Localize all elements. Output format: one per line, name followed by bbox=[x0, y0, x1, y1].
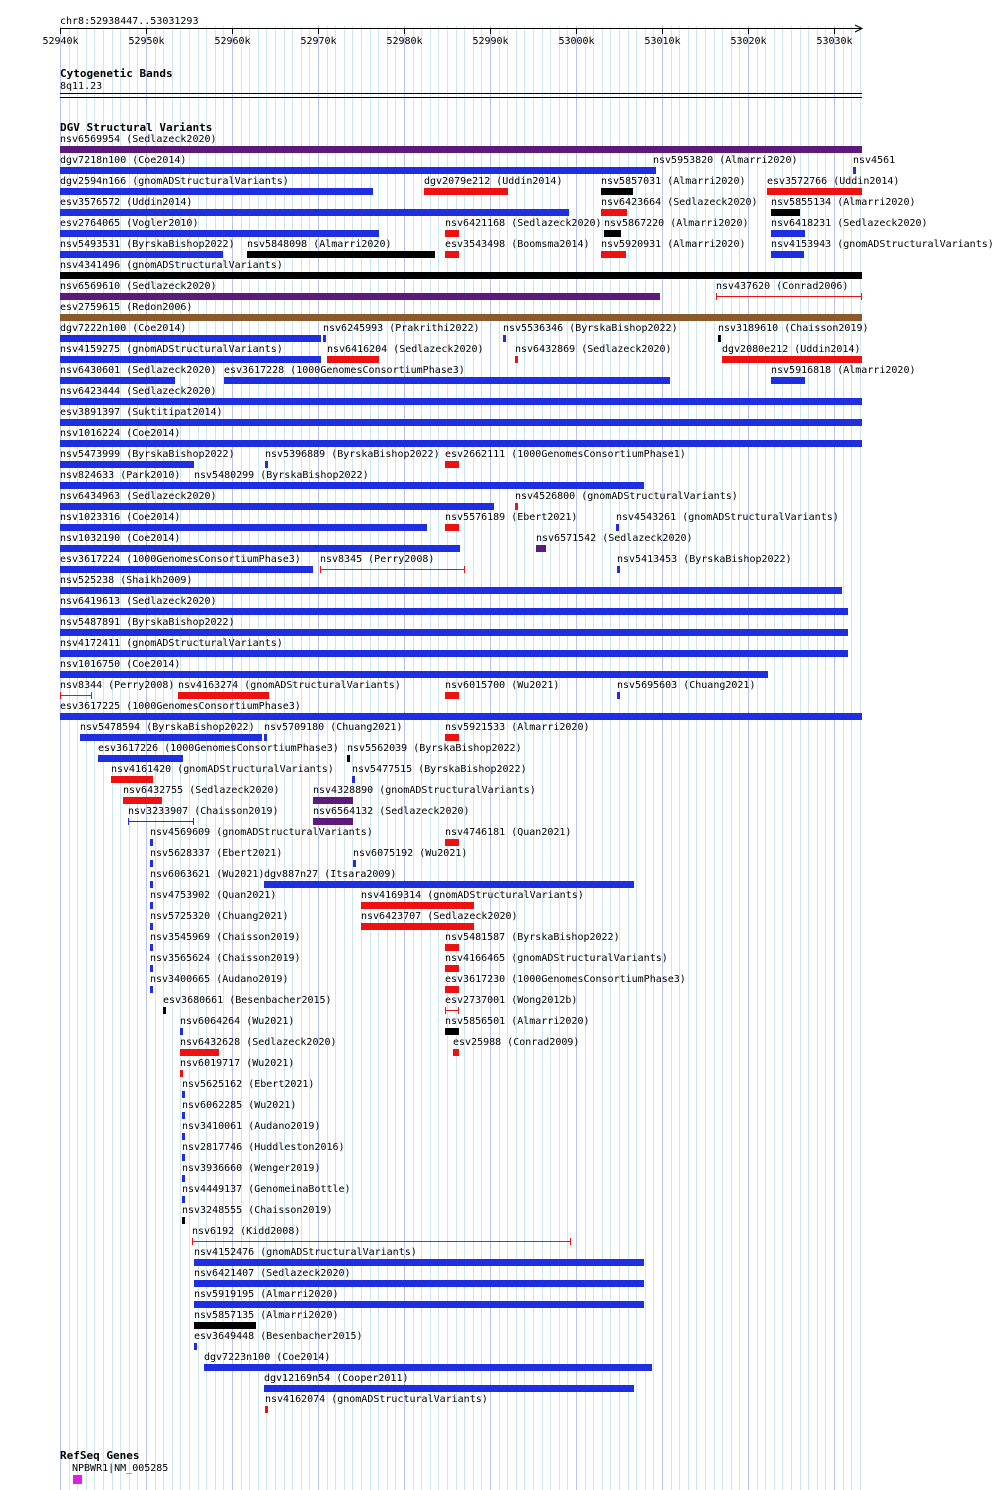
feature-bar[interactable] bbox=[60, 377, 175, 384]
feature-label[interactable]: nsv5481587 (ByrskaBishop2022) bbox=[445, 932, 620, 943]
feature-bar[interactable] bbox=[150, 839, 153, 846]
feature-label[interactable]: nsv4569609 (gnomADStructuralVariants) bbox=[150, 827, 373, 838]
feature-bar[interactable] bbox=[445, 251, 459, 258]
feature-label[interactable]: nsv5576189 (Ebert2021) bbox=[445, 512, 578, 523]
feature-bar[interactable] bbox=[771, 230, 805, 237]
feature-label[interactable]: nsv5919195 (Almarri2020) bbox=[194, 1289, 339, 1300]
feature-label[interactable]: nsv1016224 (Coe2014) bbox=[60, 428, 181, 439]
feature-line-cap bbox=[192, 1238, 193, 1245]
feature-bar[interactable] bbox=[194, 1322, 256, 1329]
feature-label[interactable]: nsv5921533 (Almarri2020) bbox=[445, 722, 590, 733]
feature-label[interactable]: esv3576572 (Uddin2014) bbox=[60, 197, 193, 208]
feature-label[interactable]: nsv6430601 (Sedlazeck2020) bbox=[60, 365, 217, 376]
feature-label[interactable]: nsv6569610 (Sedlazeck2020) bbox=[60, 281, 217, 292]
feature-label[interactable]: esv2737001 (Wong2012b) bbox=[445, 995, 578, 1006]
feature-label[interactable]: nsv4166465 (gnomADStructuralVariants) bbox=[445, 953, 668, 964]
feature-label[interactable]: nsv5487891 (ByrskaBishop2022) bbox=[60, 617, 235, 628]
feature-label[interactable]: nsv6064264 (Wu2021) bbox=[180, 1016, 295, 1027]
feature-bar[interactable] bbox=[361, 902, 474, 909]
feature-bar[interactable] bbox=[163, 1007, 166, 1014]
feature-bar[interactable] bbox=[60, 209, 569, 216]
feature-bar[interactable] bbox=[445, 986, 459, 993]
feature-label[interactable]: nsv6432755 (Sedlazeck2020) bbox=[123, 785, 280, 796]
feature-label[interactable]: esv3617226 (1000GenomesConsortiumPhase3) bbox=[98, 743, 339, 754]
feature-label[interactable]: dgv12169n54 (Cooper2011) bbox=[264, 1373, 409, 1384]
feature-bar[interactable] bbox=[722, 356, 862, 363]
feature-bar[interactable] bbox=[536, 545, 546, 552]
feature-bar[interactable] bbox=[424, 188, 508, 195]
feature-label[interactable]: nsv4153943 (gnomADStructuralVariants) bbox=[771, 239, 994, 250]
feature-bar[interactable] bbox=[150, 944, 153, 951]
feature-label[interactable]: nsv6019717 (Wu2021) bbox=[180, 1058, 295, 1069]
feature-line[interactable] bbox=[320, 569, 465, 570]
feature-label[interactable]: nsv4526800 (gnomADStructuralVariants) bbox=[515, 491, 738, 502]
location-label: chr8:52938447..53031293 bbox=[60, 16, 199, 27]
feature-label[interactable]: esv3617228 (1000GenomesConsortiumPhase3) bbox=[224, 365, 465, 376]
ruler-tick-label: 53020k bbox=[730, 36, 767, 47]
feature-label[interactable]: dgv2079e212 (Uddin2014) bbox=[424, 176, 563, 187]
feature-bar[interactable] bbox=[247, 251, 435, 258]
feature-label[interactable]: nsv5920931 (Almarri2020) bbox=[601, 239, 746, 250]
feature-label[interactable]: esv2662111 (1000GenomesConsortiumPhase1) bbox=[445, 449, 686, 460]
feature-label[interactable]: nsv6423664 (Sedlazeck2020) bbox=[601, 197, 758, 208]
feature-label[interactable]: nsv6423444 (Sedlazeck2020) bbox=[60, 386, 217, 397]
feature-bar[interactable] bbox=[503, 335, 506, 342]
feature-bar[interactable] bbox=[60, 398, 862, 405]
ruler-tick-label: 52980k bbox=[386, 36, 423, 47]
feature-line-cap bbox=[320, 566, 321, 573]
feature-bar[interactable] bbox=[771, 251, 804, 258]
feature-bar[interactable] bbox=[604, 230, 621, 237]
feature-bar[interactable] bbox=[445, 461, 459, 468]
ruler-tick-label: 52970k bbox=[300, 36, 337, 47]
feature-label[interactable]: nsv2817746 (Huddleston2016) bbox=[182, 1142, 345, 1153]
feature-label[interactable]: nsv4561 bbox=[853, 155, 896, 166]
feature-bar[interactable] bbox=[347, 755, 350, 762]
feature-label[interactable]: nsv5628337 (Ebert2021) bbox=[150, 848, 283, 859]
feature-bar[interactable] bbox=[178, 692, 269, 699]
feature-bar[interactable] bbox=[150, 923, 153, 930]
feature-label[interactable]: nsv6571542 (Sedlazeck2020) bbox=[536, 533, 693, 544]
feature-bar[interactable] bbox=[60, 461, 194, 468]
feature-label[interactable]: nsv5478594 (ByrskaBishop2022) bbox=[80, 722, 255, 733]
feature-label[interactable]: nsv6421407 (Sedlazeck2020) bbox=[194, 1268, 351, 1279]
feature-bar[interactable] bbox=[194, 482, 644, 489]
feature-bar[interactable] bbox=[264, 734, 267, 741]
feature-line[interactable] bbox=[128, 821, 194, 822]
gene-feature[interactable] bbox=[73, 1475, 82, 1484]
feature-label[interactable]: nsv437620 (Conrad2006) bbox=[716, 281, 849, 292]
feature-bar[interactable] bbox=[182, 1091, 185, 1098]
feature-bar[interactable] bbox=[60, 503, 494, 510]
feature-label[interactable]: nsv5480299 (ByrskaBishop2022) bbox=[194, 470, 369, 481]
feature-bar[interactable] bbox=[182, 1196, 185, 1203]
feature-bar[interactable] bbox=[60, 608, 848, 615]
feature-line-cap bbox=[458, 1007, 459, 1014]
feature-bar[interactable] bbox=[445, 944, 459, 951]
feature-bar[interactable] bbox=[445, 965, 459, 972]
feature-label[interactable]: nsv6063621 (Wu2021) bbox=[150, 869, 265, 880]
feature-bar[interactable] bbox=[60, 566, 313, 573]
feature-bar[interactable] bbox=[60, 188, 373, 195]
feature-bar[interactable] bbox=[150, 986, 153, 993]
feature-bar[interactable] bbox=[60, 356, 321, 363]
feature-bar[interactable] bbox=[60, 524, 427, 531]
feature-label[interactable]: nsv6434963 (Sedlazeck2020) bbox=[60, 491, 217, 502]
feature-label[interactable]: nsv5625162 (Ebert2021) bbox=[182, 1079, 315, 1090]
feature-line[interactable] bbox=[716, 296, 862, 297]
feature-label[interactable]: nsv4172411 (gnomADStructuralVariants) bbox=[60, 638, 283, 649]
feature-bar[interactable] bbox=[264, 1385, 634, 1392]
feature-bar[interactable] bbox=[445, 692, 459, 699]
feature-line-cap bbox=[464, 566, 465, 573]
feature-label[interactable]: nsv3400665 (Audano2019) bbox=[150, 974, 289, 985]
feature-label[interactable]: nsv4449137 (GenomeinaBottle) bbox=[182, 1184, 351, 1195]
feature-label[interactable]: nsv8344 (Perry2008) bbox=[60, 680, 175, 691]
ruler-tick-label: 53010k bbox=[644, 36, 681, 47]
feature-label[interactable]: nsv5725320 (Chuang2021) bbox=[150, 911, 289, 922]
feature-bar[interactable] bbox=[60, 587, 842, 594]
feature-label[interactable]: nsv4328890 (gnomADStructuralVariants) bbox=[313, 785, 536, 796]
feature-label[interactable]: nsv3565624 (Chaisson2019) bbox=[150, 953, 301, 964]
feature-bar[interactable] bbox=[60, 482, 194, 489]
feature-label[interactable]: nsv5855134 (Almarri2020) bbox=[771, 197, 916, 208]
feature-label[interactable]: nsv3233907 (Chaisson2019) bbox=[128, 806, 279, 817]
feature-bar[interactable] bbox=[352, 776, 355, 783]
feature-bar[interactable] bbox=[194, 1343, 197, 1350]
feature-bar[interactable] bbox=[98, 755, 183, 762]
ruler-tick-label: 52960k bbox=[214, 36, 251, 47]
feature-label[interactable]: nsv6423707 (Sedlazeck2020) bbox=[361, 911, 518, 922]
ruler-tick-label: 52990k bbox=[472, 36, 509, 47]
feature-bar[interactable] bbox=[60, 230, 379, 237]
feature-bar[interactable] bbox=[60, 251, 223, 258]
feature-bar[interactable] bbox=[194, 1280, 644, 1287]
feature-label[interactable]: nsv6432869 (Sedlazeck2020) bbox=[515, 344, 672, 355]
feature-label[interactable]: nsv1032190 (Coe2014) bbox=[60, 533, 181, 544]
feature-label[interactable]: esv3617224 (1000GenomesConsortiumPhase3) bbox=[60, 554, 301, 565]
feature-bar[interactable] bbox=[182, 1175, 185, 1182]
feature-bar[interactable] bbox=[313, 818, 353, 825]
feature-bar[interactable] bbox=[853, 167, 856, 174]
feature-label[interactable]: esv3649448 (Besenbacher2015) bbox=[194, 1331, 363, 1342]
feature-bar[interactable] bbox=[264, 881, 634, 888]
ruler-tick-label: 53000k bbox=[558, 36, 595, 47]
feature-bar[interactable] bbox=[150, 860, 153, 867]
feature-bar[interactable] bbox=[445, 1028, 459, 1035]
feature-label[interactable]: nsv3189610 (Chaisson2019) bbox=[718, 323, 869, 334]
feature-bar[interactable] bbox=[80, 734, 262, 741]
feature-label[interactable]: nsv4152476 (gnomADStructuralVariants) bbox=[194, 1247, 417, 1258]
feature-label[interactable]: nsv4746181 (Quan2021) bbox=[445, 827, 572, 838]
feature-label[interactable]: nsv4341496 (gnomADStructuralVariants) bbox=[60, 260, 283, 271]
feature-label[interactable]: nsv6245993 (Prakrithi2022) bbox=[323, 323, 480, 334]
feature-label[interactable]: dgv7223n100 (Coe2014) bbox=[204, 1352, 331, 1363]
feature-bar[interactable] bbox=[265, 1406, 268, 1413]
feature-bar[interactable] bbox=[60, 650, 848, 657]
feature-line-cap bbox=[193, 818, 194, 825]
feature-bar[interactable] bbox=[617, 566, 620, 573]
feature-label[interactable]: esv2764065 (Vogler2010) bbox=[60, 218, 199, 229]
feature-bar[interactable] bbox=[60, 167, 655, 174]
ruler-tick-label: 53030k bbox=[816, 36, 853, 47]
feature-line-cap bbox=[60, 692, 61, 699]
feature-bar[interactable] bbox=[224, 377, 670, 384]
feature-bar[interactable] bbox=[323, 335, 326, 342]
feature-label[interactable]: nsv5916818 (Almarri2020) bbox=[771, 365, 916, 376]
feature-bar[interactable] bbox=[60, 713, 862, 720]
feature-line-cap bbox=[445, 1007, 446, 1014]
feature-bar[interactable] bbox=[313, 797, 353, 804]
feature-label[interactable]: nsv3545969 (Chaisson2019) bbox=[150, 932, 301, 943]
feature-label[interactable]: nsv5473999 (ByrskaBishop2022) bbox=[60, 449, 235, 460]
feature-label[interactable]: nsv4162074 (gnomADStructuralVariants) bbox=[265, 1394, 488, 1405]
feature-bar[interactable] bbox=[327, 356, 379, 363]
feature-label[interactable]: nsv5396889 (ByrskaBishop2022) bbox=[265, 449, 440, 460]
feature-bar[interactable] bbox=[771, 209, 800, 216]
gene-label[interactable]: NPBWR1|NM_005285 bbox=[72, 1463, 169, 1474]
feature-label[interactable]: nsv5848098 (Almarri2020) bbox=[247, 239, 392, 250]
feature-label[interactable]: esv3617230 (1000GenomesConsortiumPhase3) bbox=[445, 974, 686, 985]
feature-bar[interactable] bbox=[60, 671, 768, 678]
feature-label[interactable]: nsv5562039 (ByrskaBishop2022) bbox=[347, 743, 522, 754]
feature-bar[interactable] bbox=[194, 1259, 644, 1266]
cytogenetic-bands-title[interactable]: Cytogenetic Bands bbox=[60, 67, 173, 80]
feature-label[interactable]: nsv5867220 (Almarri2020) bbox=[604, 218, 749, 229]
feature-label[interactable]: dgv7218n100 (Coe2014) bbox=[60, 155, 187, 166]
feature-label[interactable]: nsv3936660 (Wenger2019) bbox=[182, 1163, 321, 1174]
feature-bar[interactable] bbox=[601, 188, 633, 195]
feature-label[interactable]: esv3572766 (Uddin2014) bbox=[767, 176, 900, 187]
feature-line[interactable] bbox=[192, 1241, 571, 1242]
feature-line[interactable] bbox=[445, 1010, 459, 1011]
feature-label[interactable]: esv3617225 (1000GenomesConsortiumPhase3) bbox=[60, 701, 301, 712]
feature-label[interactable]: nsv6192 (Kidd2008) bbox=[192, 1226, 301, 1237]
feature-bar[interactable] bbox=[453, 1049, 459, 1056]
feature-label[interactable]: nsv5709180 (Chuang2021) bbox=[264, 722, 403, 733]
feature-bar[interactable] bbox=[515, 356, 518, 363]
feature-bar[interactable] bbox=[182, 1133, 185, 1140]
feature-label[interactable]: nsv3410061 (Audano2019) bbox=[182, 1121, 321, 1132]
feature-label[interactable]: esv3543498 (Boomsma2014) bbox=[445, 239, 590, 250]
feature-bar[interactable] bbox=[60, 314, 862, 321]
feature-line-cap bbox=[716, 293, 717, 300]
feature-bar[interactable] bbox=[445, 524, 459, 531]
feature-label[interactable]: nsv4753902 (Quan2021) bbox=[150, 890, 277, 901]
feature-label[interactable]: nsv6564132 (Sedlazeck2020) bbox=[313, 806, 470, 817]
feature-bar[interactable] bbox=[445, 734, 459, 741]
feature-label[interactable]: nsv6419613 (Sedlazeck2020) bbox=[60, 596, 217, 607]
feature-label[interactable]: nsv5857135 (Almarri2020) bbox=[194, 1310, 339, 1321]
feature-bar[interactable] bbox=[150, 902, 153, 909]
feature-bar[interactable] bbox=[445, 230, 459, 237]
feature-line-cap bbox=[128, 818, 129, 825]
feature-label[interactable]: nsv4169314 (gnomADStructuralVariants) bbox=[361, 890, 584, 901]
feature-label[interactable]: nsv5695603 (Chuang2021) bbox=[617, 680, 756, 691]
feature-bar[interactable] bbox=[150, 965, 153, 972]
feature-label[interactable]: nsv5536346 (ByrskaBishop2022) bbox=[503, 323, 678, 334]
feature-bar[interactable] bbox=[361, 923, 474, 930]
feature-label[interactable]: nsv4163274 (gnomADStructuralVariants) bbox=[178, 680, 401, 691]
feature-label[interactable]: nsv1016750 (Coe2014) bbox=[60, 659, 181, 670]
feature-bar[interactable] bbox=[180, 1028, 183, 1035]
feature-label[interactable]: nsv8345 (Perry2008) bbox=[320, 554, 435, 565]
feature-bar[interactable] bbox=[601, 209, 627, 216]
feature-bar[interactable] bbox=[60, 272, 862, 279]
feature-label[interactable]: nsv5953820 (Almarri2020) bbox=[653, 155, 798, 166]
cytoband-label: 8q11.23 bbox=[60, 81, 103, 92]
feature-bar[interactable] bbox=[653, 167, 656, 174]
feature-bar[interactable] bbox=[150, 881, 153, 888]
feature-bar[interactable] bbox=[194, 1301, 644, 1308]
feature-label[interactable]: nsv824633 (Park2010) bbox=[60, 470, 181, 481]
feature-label[interactable]: esv3680661 (Besenbacher2015) bbox=[163, 995, 332, 1006]
feature-bar[interactable] bbox=[182, 1154, 185, 1161]
feature-label[interactable]: esv2759615 (Redon2006) bbox=[60, 302, 193, 313]
feature-label[interactable]: nsv5493531 (ByrskaBishop2022) bbox=[60, 239, 235, 250]
feature-label[interactable]: nsv6432628 (Sedlazeck2020) bbox=[180, 1037, 337, 1048]
feature-label[interactable]: nsv3248555 (Chaisson2019) bbox=[182, 1205, 333, 1216]
feature-label[interactable]: dgv2080e212 (Uddin2014) bbox=[722, 344, 861, 355]
feature-bar[interactable] bbox=[204, 1364, 652, 1371]
feature-line-cap bbox=[91, 692, 92, 699]
ruler-tick-label: 52940k bbox=[42, 36, 79, 47]
feature-bar[interactable] bbox=[60, 335, 321, 342]
feature-label[interactable]: nsv6569954 (Sedlazeck2020) bbox=[60, 134, 217, 145]
feature-bar[interactable] bbox=[265, 461, 268, 468]
feature-bar[interactable] bbox=[111, 776, 153, 783]
feature-bar[interactable] bbox=[601, 251, 626, 258]
refseq-track-title[interactable]: RefSeq Genes bbox=[60, 1449, 140, 1462]
feature-line-cap bbox=[570, 1238, 571, 1245]
feature-bar[interactable] bbox=[767, 188, 862, 195]
dgv-track-title[interactable]: DGV Structural Variants bbox=[60, 121, 213, 134]
feature-bar[interactable] bbox=[180, 1070, 183, 1077]
feature-label[interactable]: nsv5856501 (Almarri2020) bbox=[445, 1016, 590, 1027]
feature-bar[interactable] bbox=[771, 377, 805, 384]
feature-label[interactable]: dgv7222n100 (Coe2014) bbox=[60, 323, 187, 334]
feature-label[interactable]: nsv5857031 (Almarri2020) bbox=[601, 176, 746, 187]
feature-label[interactable]: nsv525238 (Shaikh2009) bbox=[60, 575, 193, 586]
feature-label[interactable]: nsv4161420 (gnomADStructuralVariants) bbox=[111, 764, 334, 775]
feature-label[interactable]: nsv1023316 (Coe2014) bbox=[60, 512, 181, 523]
feature-bar[interactable] bbox=[60, 629, 848, 636]
feature-bar[interactable] bbox=[182, 1217, 185, 1224]
feature-label[interactable]: dgv887n27 (Itsara2009) bbox=[264, 869, 397, 880]
feature-bar[interactable] bbox=[617, 692, 620, 699]
feature-bar[interactable] bbox=[123, 797, 162, 804]
feature-label[interactable]: nsv6075192 (Wu2021) bbox=[353, 848, 468, 859]
feature-bar[interactable] bbox=[180, 1049, 219, 1056]
feature-bar[interactable] bbox=[353, 860, 356, 867]
feature-bar[interactable] bbox=[60, 419, 862, 426]
feature-label[interactable]: nsv5413453 (ByrskaBishop2022) bbox=[617, 554, 792, 565]
feature-label[interactable]: nsv6418231 (Sedlazeck2020) bbox=[771, 218, 928, 229]
feature-label[interactable]: nsv4159275 (gnomADStructuralVariants) bbox=[60, 344, 283, 355]
feature-label[interactable]: esv25988 (Conrad2009) bbox=[453, 1037, 580, 1048]
feature-label[interactable]: nsv4543261 (gnomADStructuralVariants) bbox=[616, 512, 839, 523]
feature-bar[interactable] bbox=[60, 293, 660, 300]
feature-label[interactable]: nsv6421168 (Sedlazeck2020) bbox=[445, 218, 602, 229]
feature-label[interactable]: nsv5477515 (ByrskaBishop2022) bbox=[352, 764, 527, 775]
feature-line-cap bbox=[861, 293, 862, 300]
feature-label[interactable]: nsv6062285 (Wu2021) bbox=[182, 1100, 297, 1111]
feature-line[interactable] bbox=[60, 695, 92, 696]
feature-label[interactable]: nsv6015700 (Wu2021) bbox=[445, 680, 560, 691]
feature-bar[interactable] bbox=[718, 335, 721, 342]
feature-bar[interactable] bbox=[515, 503, 518, 510]
feature-label[interactable]: esv3891397 (Suktitipat2014) bbox=[60, 407, 223, 418]
feature-bar[interactable] bbox=[60, 440, 862, 447]
feature-bar[interactable] bbox=[616, 524, 619, 531]
feature-bar[interactable] bbox=[60, 545, 460, 552]
feature-label[interactable]: dgv2594n166 (gnomADStructuralVariants) bbox=[60, 176, 289, 187]
feature-bar[interactable] bbox=[60, 146, 862, 153]
feature-label[interactable]: nsv6416204 (Sedlazeck2020) bbox=[327, 344, 484, 355]
ruler-tick-label: 52950k bbox=[128, 36, 165, 47]
feature-bar[interactable] bbox=[445, 839, 459, 846]
feature-bar[interactable] bbox=[182, 1112, 185, 1119]
